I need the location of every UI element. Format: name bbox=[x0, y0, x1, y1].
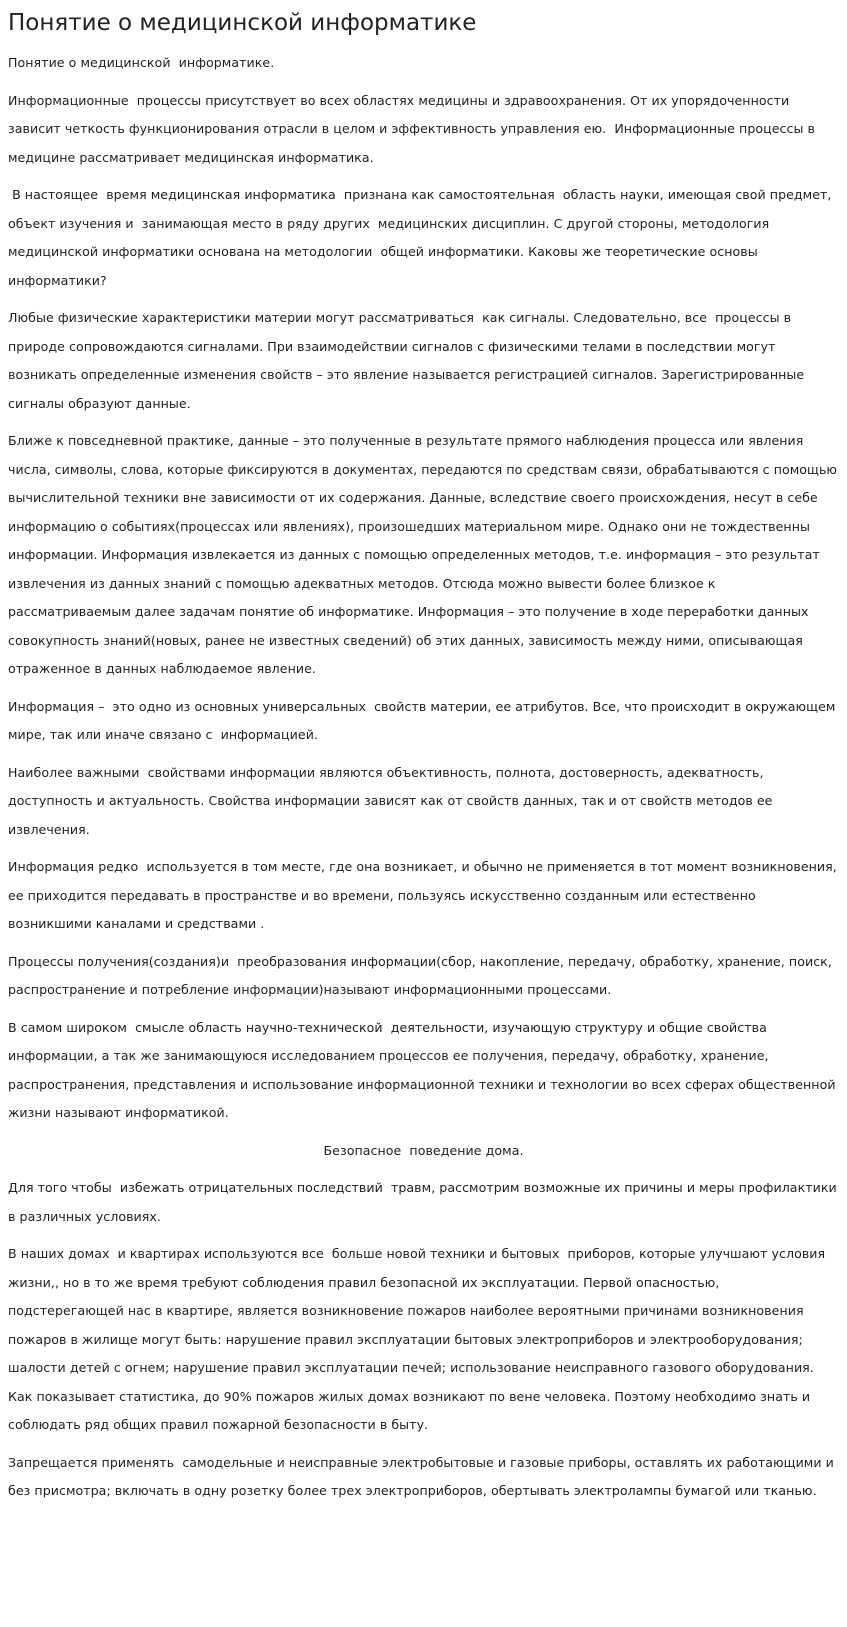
paragraph: Наиболее важными свойствами информации являются объективность, полнота, достоверность, адекватность, доступность и актуальность. Свойства информации зависят как от свойств данных, так и от свойств методов ее извлечения. bbox=[8, 764, 777, 837]
paragraph: В наших домах и квартирах используются все больше новой техники и бытовых приборов, которые улучшают условия жизни,, но в то же время требуют соблюдения правил безопасной их эксплуатации. Первой опасностью, подстерегающей нас в квартире, является возникновение пожаров наиболее вероятными причинами возникновения пожаров в жилище могут быть: нарушение правил эксплуатации бытовых электроприборов и электрооборудования; шалости детей с огнем; нарушение правил эксплуатации печей; использование неисправного газового оборудования. Как показывает статистика, до 90% пожаров жилых домах возникают по вене человека. Поэтому необходимо знать и соблюдать ряд общих правил пожарной безопасности в быту. bbox=[8, 1246, 834, 1432]
paragraph: Любые физические характеристики материи могут рассматриваться как сигналы. Следовательно, все процессы в природе сопровождаются сигналами. При взаимодействии сигналов с физическими телами в последствии могут возникать определенные изменения свойств – это явление называется регистрацией сигналов. Зарегистрированные сигналы образуют данные. bbox=[8, 310, 809, 411]
paragraph: Информация редко используется в том месте, где она возникает, и обычно не применяется в тот момент возникновения, ее приходится передавать в пространстве и во времени, пользуясь искусственно созданным или естественно возникшими каналами и средствами . bbox=[8, 859, 841, 931]
paragraph-intro: Понятие о медицинской информатике. bbox=[8, 55, 275, 70]
paragraph: Информация – это одно из основных универсальных свойств материи, ее атрибутов. Все, что происходит в окружающем мире, так или иначе связано с информацией. bbox=[8, 698, 840, 742]
paragraph: Ближе к повседневной практике, данные – это полученные в результате прямого наблюдения процесса или явления числа, символы, слова, которые фиксируются в документах, передаются по средствам связи, обрабатываются с помощью вычислительной техники вне зависимости от их содержания. Данные, вследствие своего происхождения, несут в себе информацию о событиях(процессах или явлениях), произошедших материальном мире. Однако они не тождественны информации. Информация извлекается из данных с помощью определенных методов, т.е. информация – это результат извлечения из данных знаний с помощью адекватных методов. Отсюда можно вывести более близкое к рассматриваемым далее задачам понятие об информатике. Информация – это получение в ходе переработки данных совокупность знаний(новых, ранее не известных сведений) об этих данных, зависимость между ними, описывающая отраженное в данных наблюдаемое явление. bbox=[8, 433, 842, 676]
paragraph: Запрещается применять самодельные и неисправные электробытовые и газовые приборы, оставлять их работающими и без присмотра; включать в одну розетку более трех электроприборов, обертывать электролампы бумагой или тканью. bbox=[8, 1454, 838, 1498]
paragraph: В настоящее время медицинская информатика признана как самостоятельная область науки, имеющая свой предмет, объект изучения и занимающая место в ряду других медицинских дисциплин. С другой стороны, методология медицинской информатики основана на методологии общей информатики. Каковы же теоретические основы информатики? bbox=[8, 187, 836, 288]
section-subheading: Безопасное поведение дома. bbox=[323, 1142, 524, 1158]
paragraph: Процессы получения(создания)и преобразования информации(сбор, накопление, передачу, обработку, хранение, поиск, распространение и потребление информации)называют информационными процессами. bbox=[8, 953, 836, 997]
paragraph: В самом широком смысле область научно-технической деятельности, изучающую структуру и общие свойства информации, а так же занимающуюся исследованием процессов ее получения, передачу, обработку, хранение, распространения, представления и использование информационной техники и технологии во всех сферах общественной жизни называют информатикой. bbox=[8, 1019, 840, 1120]
page-title: Понятие о медицинской информатике bbox=[8, 10, 477, 36]
paragraph: Для того чтобы избежать отрицательных последствий травм, рассмотрим возможные их причины и меры профилактики в различных условиях. bbox=[8, 1180, 841, 1224]
paragraph: Информационные процессы присутствует во всех областях медицины и здравоохранения. От их упорядоченности зависит четкость функционирования отрасли в целом и эффективность управления ею. Информационные процессы в медицине рассматривает медицинская информатика. bbox=[8, 92, 820, 165]
